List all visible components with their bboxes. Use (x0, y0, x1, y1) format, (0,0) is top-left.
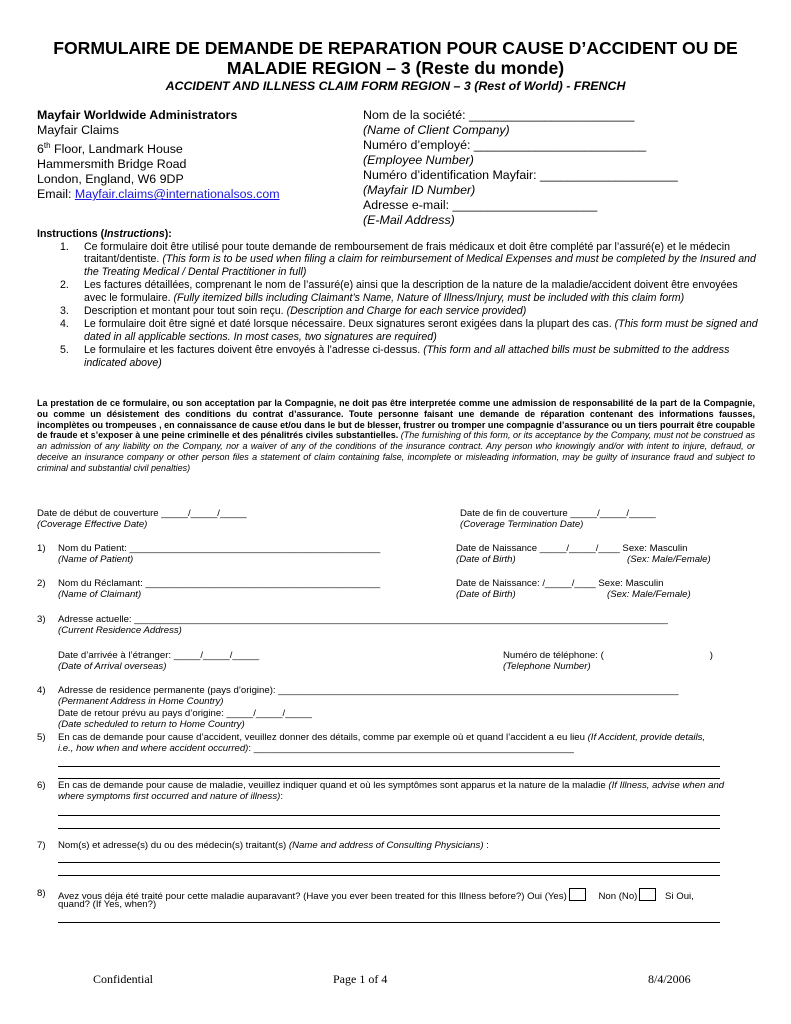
answer-line[interactable] (58, 778, 720, 779)
employee-number-field[interactable]: Numéro d’employé: _________________________ (363, 138, 647, 152)
client-company-field[interactable]: Nom de la société: ________________________ (363, 108, 635, 122)
permanent-address-field[interactable]: Adresse de residence permanente (pays d’origine): ___________________________________________________________________________ (Permanent Address in Home Country) (58, 685, 679, 708)
instruction-item: 1. Ce formulaire doit être utilisé pour toute demande de remboursement de frais médicaux et doit être complété par l’assuré(e) et le médecin traitant/dentiste. (This form is to be used when filing a claim for reimbursement of Medical Expenses and must be completed by the Insured and the Treating Medical / Dental Practitioner in full) (60, 241, 756, 278)
coverage-start-field[interactable]: Date de début de couverture _____/_____/_____ (Coverage Effective Date) (37, 508, 247, 531)
question-number: 3) (37, 614, 46, 625)
question-number: 8) (37, 888, 46, 899)
patient-name-field[interactable]: Nom du Patient: _______________________________________________ (Name of Patient) (58, 543, 381, 566)
mailing-address (37, 108, 280, 202)
footer-date: 8/4/2006 (648, 972, 691, 986)
patient-dob-field[interactable]: Date de Naissance _____/_____/____ Sexe: Masculin (Date of Birth) (Sex: Male/Female) (456, 543, 711, 566)
instructions-list (60, 241, 760, 369)
footer-page-number: Page 1 of 4 (333, 972, 388, 986)
question-number: 5) (37, 732, 46, 743)
header-fields (363, 108, 678, 228)
question-number: 6) (37, 780, 46, 791)
question-number: 2) (37, 578, 46, 589)
fraud-disclaimer: La prestation de ce formulaire, ou son acceptation par la Compagnie, ne doit pas être interpretée comme une admission de responsabilité de la part de la Compagnie, ou comme un désistement des conditions du contrat d’assurance. Toute personne faisant une demande de réparation contenant des informations fausses, incomplètes ou trompeuses , en connaissance de cause et/ou dans le but de blesser, frustrer ou tromper une compagnie d’assurance ou un tiers pourrait être coupable de fraude et s’exposer à une peine criminelle et des pénalitrés civiles substantielles. (The furnishing of this form, or its acceptance by the Company, must not be construed as an admission of any liability on the Company, nor a waiver of any of the conditions of the insurance contract. Any person who knowingly and/or with intent to injure, defraud, or deceive an insurance company or other person files a statement of claim containing false, incomplete or misleading information, may be guilty of insurance fraud and subject to criminal and substantial civil penalties) (37, 398, 755, 473)
address-line: Hammersmith Bridge Road (37, 157, 187, 172)
address-line: 6th Floor, Landmark House (37, 141, 183, 157)
accident-details-question: En cas de demande pour cause d’accident, veuillez donner des détails, comme par exemple où et quand l’accident a eu lieu (If Accident, provide details, i.e., how when and where accident occurred): ____________________________________________________________ (58, 732, 706, 755)
question-number: 4) (37, 685, 46, 696)
instruction-item: 2. Les factures détaillées, comprenant le nom de l’assuré(e) ainsi que la description de la nature de la maladie/accident doivent être envoyées avec le formulaire. (Fully itemized bills including Claimant’s Name, Nature of Illness/Injury, must be included with this claim form) (60, 279, 738, 304)
instruction-item: 3. Description et montant pour tout soin reçu. (Description and Charge for each service provided) (60, 305, 527, 318)
address-line: London, England, W6 9DP (37, 172, 184, 187)
instruction-item: 5. Le formulaire et les factures doivent être envoyés à l’adresse ci-dessus. (This form and all attached bills must be submitted to the address indicated above) (60, 344, 730, 369)
answer-line[interactable] (58, 862, 720, 863)
email-address-label-en: (E-Mail Address) (363, 213, 455, 227)
employee-number-label-en: (Employee Number) (363, 153, 474, 167)
illness-details-question: En cas de demande pour cause de maladie, veuillez indiquer quand et où les symptômes sont apparus et la nature de la maladie (If Illness, advise when and where symptoms first occurred and nature of illness): (58, 780, 725, 803)
coverage-end-field[interactable]: Date de fin de couverture _____/_____/_____ (Coverage Termination Date) (460, 508, 656, 531)
address-line: Mayfair Claims (37, 123, 119, 137)
physicians-question: Nom(s) et adresse(s) du ou des médecin(s) traitant(s) (Name and address of Consulting Physicians) : (58, 840, 489, 851)
arrival-date-field[interactable]: Date d’arrivée à l’étranger: _____/_____/_____ (Date of Arrival overseas) (58, 650, 260, 673)
yes-checkbox[interactable] (569, 888, 586, 901)
telephone-field[interactable]: Numéro de téléphone: ( ) (Telephone Number) (503, 650, 713, 673)
company-name: Mayfair Worldwide Administrators (37, 108, 238, 122)
instructions-heading: Instructions (Instructions): (37, 228, 172, 240)
form-title-en: ACCIDENT AND ILLNESS CLAIM FORM REGION – 3 (Rest of World) - FRENCH (165, 79, 626, 93)
email-line: Email: Mayfair.claims@internationalsos.com (37, 187, 280, 202)
claimant-dob-field[interactable]: Date de Naissance: /_____/____ Sexe: Masculin (Date of Birth) (Sex: Male/Female) (456, 578, 691, 601)
email-address-field[interactable]: Adresse e-mail: _____________________ (363, 198, 598, 212)
claimant-name-field[interactable]: Nom du Réclamant: ____________________________________________ (Name of Claimant) (58, 578, 381, 601)
prior-treatment-when: quand? (If Yes, when?) (58, 899, 157, 910)
answer-line[interactable] (58, 815, 720, 816)
mayfair-id-label-en: (Mayfair ID Number) (363, 183, 476, 197)
question-number: 7) (37, 840, 46, 851)
email-link[interactable]: Mayfair.claims@internationalsos.com (74, 187, 280, 202)
no-checkbox[interactable] (639, 888, 656, 901)
form-title-fr-line1: FORMULAIRE DE DEMANDE DE REPARATION POUR CAUSE D’ACCIDENT OU DE (53, 38, 738, 58)
question-number: 1) (37, 543, 46, 554)
current-address-field[interactable]: Adresse actuelle: ____________________________________________________________________________________________________ (Current Residence Address) (58, 614, 668, 637)
return-date-field[interactable]: Date de retour prévu au pays d’origine: _____/_____/_____ (Date scheduled to return to Home Country) (58, 708, 312, 731)
answer-line[interactable] (58, 828, 720, 829)
mayfair-id-field[interactable]: Numéro d’identification Mayfair: ____________________ (363, 168, 678, 182)
prior-treatment-question: Avez vous déja été traité pour cette maladie auparavant? (Have you ever been treated for this Illness before?) Oui (Yes) Non (No) Si Oui, (58, 888, 694, 902)
footer-confidential: Confidential (93, 972, 153, 986)
answer-line[interactable] (58, 766, 720, 767)
answer-line[interactable] (58, 922, 720, 923)
instruction-item: 4. Le formulaire doit être signé et daté lorsque nécessaire. Deux signatures seront exigées dans la plupart des cas. (This form must be signed and dated in all applicable sections. In most cases, two signatures are required) (60, 318, 758, 343)
client-company-label-en: (Name of Client Company) (363, 123, 510, 137)
answer-line[interactable] (58, 875, 720, 876)
form-title-fr-line2: MALADIE REGION – 3 (Reste du monde) (226, 58, 565, 78)
